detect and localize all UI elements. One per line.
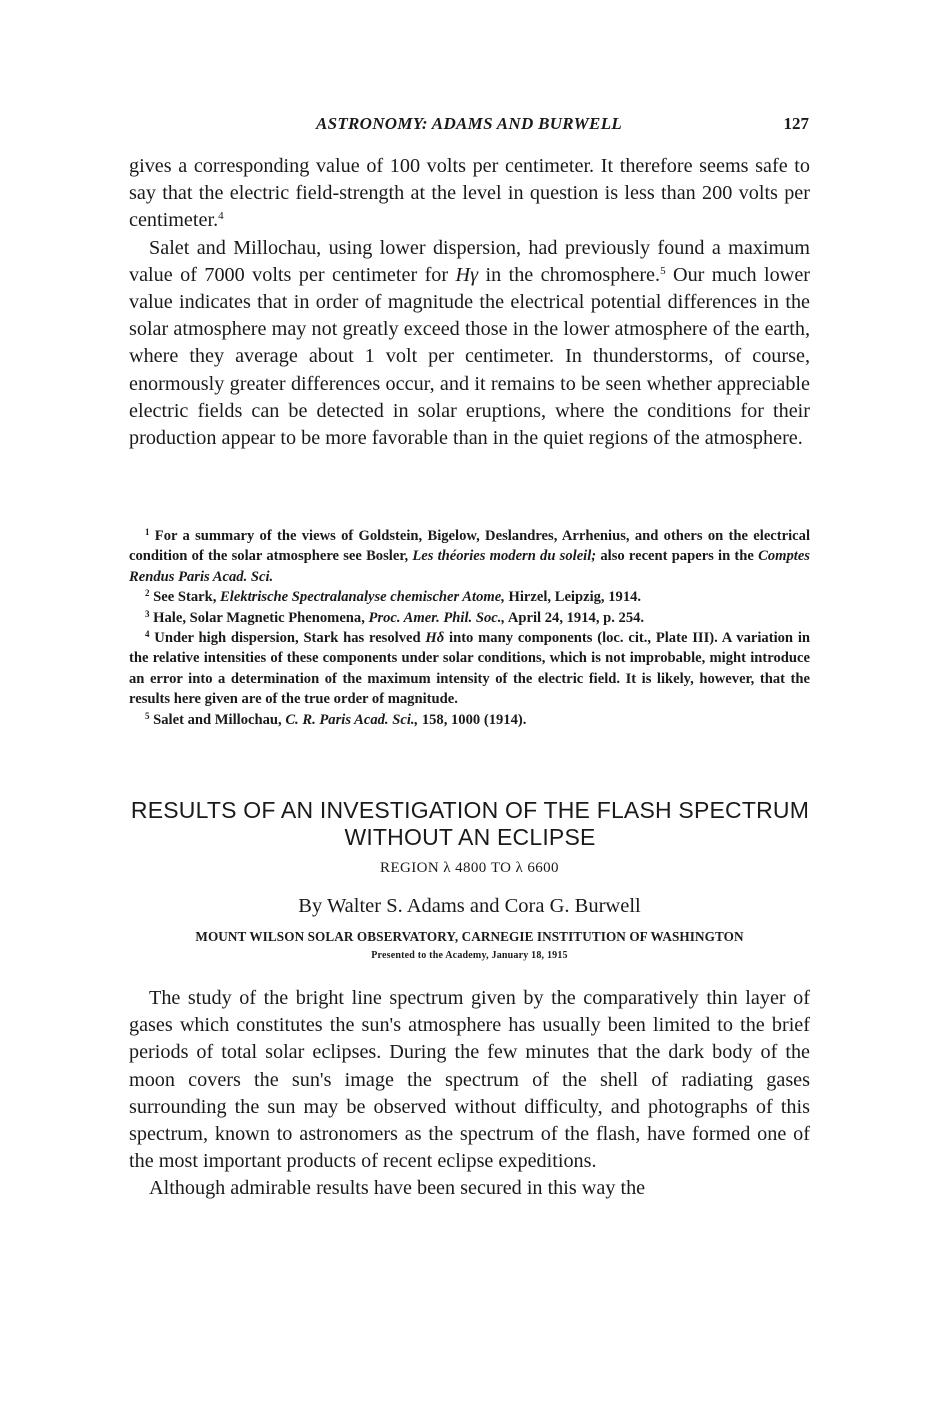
article-title (120, 797, 820, 851)
footnote-2: $^2$ See Stark, Elektrische Spectralanalyse chemischer Atome, Hirzel, Leipzig, 1914. (145, 588, 642, 606)
footnote-4: $^4$ Under high dispersion, Stark has resolved Hδ into many components (loc. cit., Plate III). A variation in the relative intensities of these components under solar conditions, which is not improbable, might introduce an error into a determination of the maximum intensity of the electric field. It is likely, however, that the results here given are of the true order of magnitude. (129, 629, 811, 708)
footnote-1: $^1$ For a summary of the views of Goldstein, Bigelow, Deslandres, Arrhenius, and others on the electrical condition of the solar atmosphere see Bosler, Les théories modern du soleil; also recent papers in the Comptes Rendus Paris Acad. Sci. (129, 527, 810, 585)
running-title: ASTRONOMY: ADAMS AND BURWELL (315, 114, 623, 133)
footnote-3: $^3$ Hale, Solar Magnetic Phenomena, Proc. Amer. Phil. Soc., April 24, 1914, p. 254. (145, 608, 645, 626)
paragraph-bright-line-spectrum: The study of the bright line spectrum given by the comparatively thin layer of gases which constitutes the sun's atmosphere has usually been limited to the brief periods of total solar eclipses. During the few minutes that the dark body of the moon covers the sun's image the spectrum of the shell of radiating gases surrounding the sun may be observed without difficulty, and photographs of this spectrum, known to astronomers as the spectrum of the flash, have formed one of the most important products of recent eclipse expeditions. (129, 987, 810, 1173)
article-title-line-2: WITHOUT AN ECLIPSE (344, 824, 596, 850)
footnote-5: $^5$ Salet and Millochau, C. R. Paris Acad. Sci., 158, 1000 (1914). (145, 710, 527, 728)
paragraph-salet-millochau: Salet and Millochau, using lower dispersion, had previously found a maximum value of 7000 volts per centimeter for Hγ in the chromosphere.$^5$ Our much lower value indicates that in order of magnitude the electrical potential differences in the solar atmosphere may not greatly exceed those in the lower atmosphere of the earth, where they average about 1 volt per centimeter. In thunderstorms, of course, enormously greater differences occur, and it remains to be seen whether appreciable electric fields can be detected in solar eruptions, where the conditions for their production appear to be more favorable than in the quiet regions of the atmosphere. (129, 236, 811, 450)
article-subtitle: REGION λ 4800 TO λ 6600 (380, 860, 559, 876)
footnotes (129, 526, 810, 730)
article-title-line-1: RESULTS OF AN INVESTIGATION OF THE FLASH SPECTRUM (130, 797, 810, 823)
footnote-ref-5: 5 (660, 264, 666, 277)
continued-body-text (129, 153, 810, 452)
presented-date: Presented to the Academy, January 18, 1915 (371, 950, 568, 961)
article-affiliation: MOUNT WILSON SOLAR OBSERVATORY, CARNEGIE INSTITUTION OF WASHINGTON (195, 929, 744, 944)
page-number: 127 (783, 114, 809, 133)
h-gamma-symbol: Hγ (455, 263, 479, 286)
running-head (129, 114, 809, 140)
paragraph-admirable-results: Although admirable results have been secured in this way the (149, 1177, 646, 1200)
footnote-ref-4: 4 (218, 210, 224, 223)
article-authors: By Walter S. Adams and Cora G. Burwell (298, 895, 641, 917)
paragraph-field-strength: gives a corresponding value of 100 volts per centimeter. It therefore seems safe to say that the electric field-strength at the level in question is less than 200 volts per centimeter.$^4$ (129, 155, 810, 232)
article-body-text (129, 985, 810, 1203)
